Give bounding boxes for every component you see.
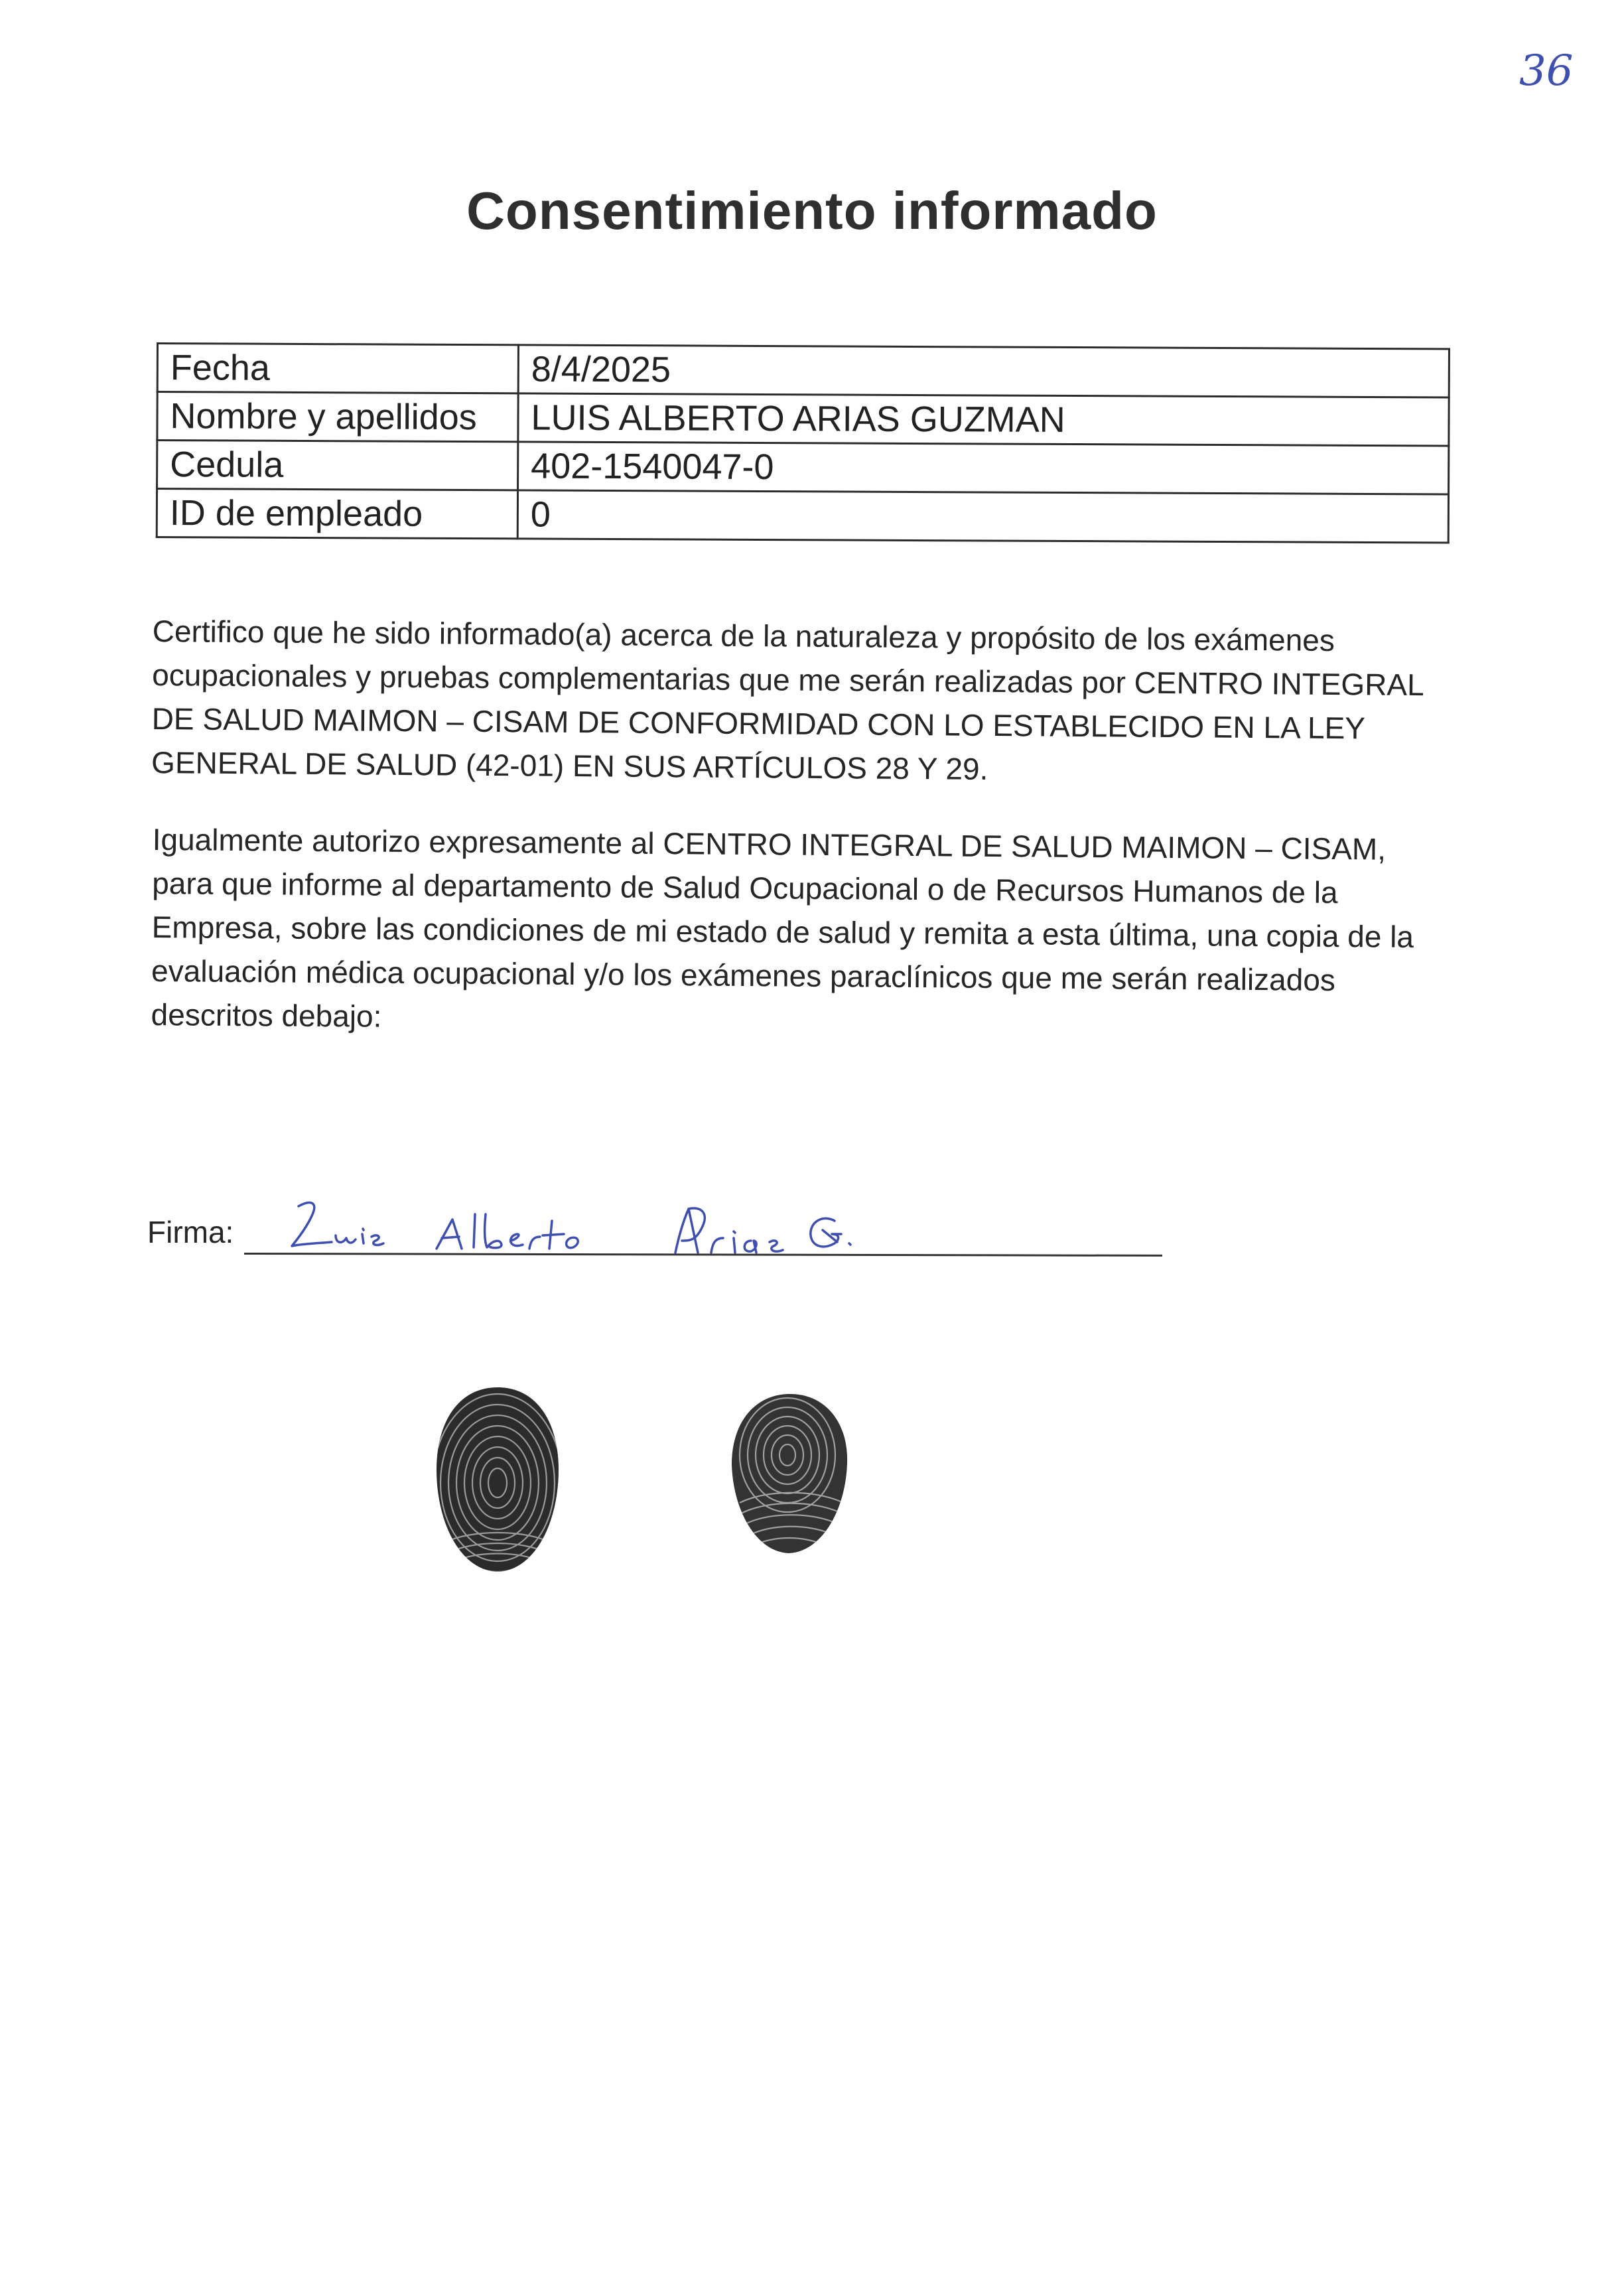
table-row	[157, 344, 1449, 397]
fecha-value: 8/4/2025	[518, 345, 1449, 397]
page-number: 36	[1519, 46, 1574, 96]
authorization-paragraph-block	[151, 817, 1453, 1046]
fecha-label: Fecha	[157, 344, 518, 393]
id-empleado-label: ID de empleado	[157, 489, 517, 539]
authorization-paragraph: Igualmente autorizo expresamente al CENTRO INTEGRAL DE SALUD MAIMON – CISAM, para que informe al departamento de Salud Ocupacional o de Recursos Humanos de la Empresa, sobre las condiciones de mi estado de salud y remita a esta última, una copia de la evaluación médica ocupacional y/o los exámenes paraclínicos que me serán realizados descritos debajo:	[151, 821, 1414, 1034]
document-title: Consentimiento informado	[466, 181, 1158, 240]
signature-label: Firma:	[147, 1215, 234, 1249]
fingerprint-right-image	[726, 1390, 852, 1556]
patient-info-table	[156, 342, 1450, 544]
cedula-value: 402-1540047-0	[518, 442, 1449, 494]
nombre-label: Nombre y apellidos	[157, 392, 518, 442]
certification-paragraph: Certifico que he sido informado(a) acerca de la naturaleza y propósito de los exámenes ocupacionales y pruebas complementarias que me serán realizadas por CENTRO INTEGRAL DE SALUD MAIMON – CISAM DE CONFORMIDAD CON LO ESTABLECIDO EN LA LEY GENERAL DE SALUD (42-01) EN SUS ARTÍCULOS 28 Y 29.	[151, 613, 1424, 786]
table-row	[157, 392, 1449, 446]
table-row	[157, 441, 1449, 494]
nombre-value: LUIS ALBERTO ARIAS GUZMAN	[518, 393, 1449, 446]
certification-paragraph-block	[151, 609, 1453, 794]
fingerprint-left-image	[431, 1383, 564, 1576]
id-empleado-value: 0	[517, 490, 1448, 543]
handwritten-signature	[279, 1174, 876, 1274]
table-row	[157, 489, 1448, 543]
cedula-label: Cedula	[157, 441, 518, 490]
